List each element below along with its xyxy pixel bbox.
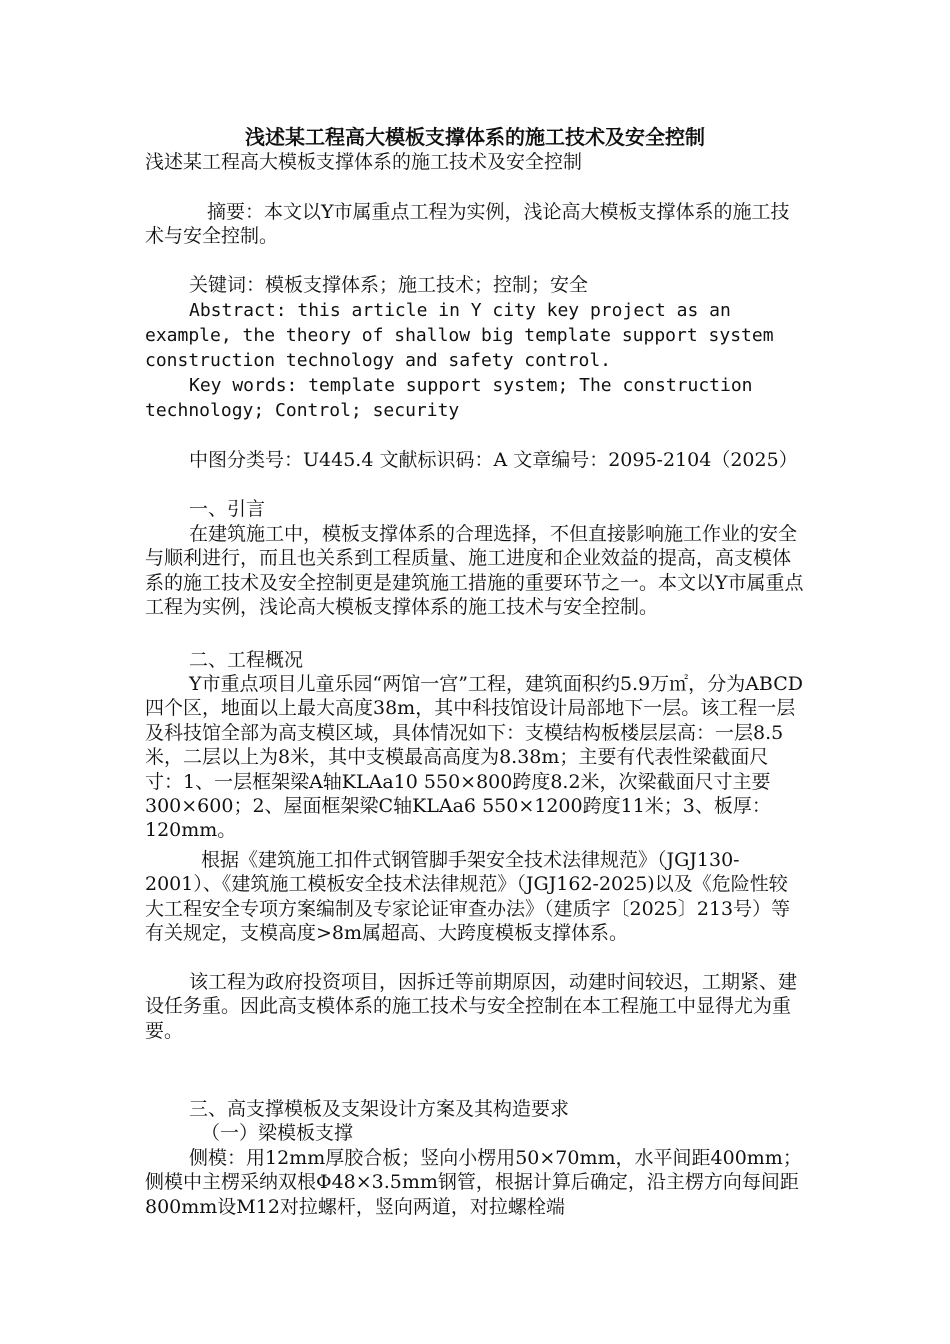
section-2-heading: 二、工程概况 xyxy=(189,649,304,671)
document-title: 浅述某工程高大模板支撑体系的施工技术及安全控制 xyxy=(245,125,705,149)
section-3-heading: 三、高支撑模板及支架设计方案及其构造要求 xyxy=(189,1098,570,1120)
abstract-en: Abstract: this article in Y city key project as an example, the theory of shallow big template support system construction technology and safety control. xyxy=(145,300,774,371)
section-3-paragraph-1: 侧模：用12mm厚胶合板；竖向小楞用50×70mm，水平间距400mm；侧模中主楞采纳双根Φ48×3.5mm钢管，根据计算后确定，沿主楞方向每间距800mm设M12对拉螺杆，竖向两道，对拉螺栓端 xyxy=(145,1147,802,1218)
section-2-paragraph-2: 根据《建筑施工扣件式钢管脚手架安全技术法律规范》（JGJ130-2001）、《建筑施工模板安全技术法律规范》（JGJ162-2025)以及《危险性较大工程安全专项方案编制及专家论证审查办法》（建质字〔2025〕213号）等有关规定，支模高度>8m属超高、大跨度模板支撑体系。 xyxy=(145,849,791,945)
section-2-paragraph-1: Y市重点项目儿童乐园“两馆一宫”工程，建筑面积约5.9万㎡，分为ABCD四个区，地面以上最大高度38m，其中科技馆设计局部地下一层。该工程一层及科技馆全部为高支模区域，具体情况如下：支模结构板楼层层高：一层8.5米，二层以上为8米，其中支模最高高度为8.38m；主要有代表性梁截面尺寸：1、一层框架梁A轴KLAa10 550×800跨度8.2米，次梁截面尺寸主要300×600；2、屋面框架梁C轴KLAa6 550×1200跨度11米；3、板厚：120mm。 xyxy=(145,673,803,842)
keywords-en: Key words: template support system; The construction technology; Control; security xyxy=(145,375,753,421)
section-3-subheading: （一）梁模板支撑 xyxy=(201,1122,354,1144)
abstract-cn: 摘要：本文以Y市属重点工程为实例，浅论高大模板支撑体系的施工技术与安全控制。 xyxy=(145,201,790,248)
keywords-cn: 关键词：模板支撑体系；施工技术；控制；安全 xyxy=(189,274,589,296)
section-2-paragraph-3: 该工程为政府投资项目，因拆迁等前期原因，动建时间较迟，工期紧、建设任务重。因此高支模体系的施工技术与安全控制在本工程施工中显得尤为重要。 xyxy=(145,971,798,1042)
section-1-heading: 一、引言 xyxy=(189,498,266,520)
classification-line: 中图分类号：U445.4 文献标识码：A 文章编号：2095-2104（2025） xyxy=(189,449,798,471)
document-subtitle: 浅述某工程高大模板支撑体系的施工技术及安全控制 xyxy=(145,151,583,173)
section-1-paragraph: 在建筑施工中，模板支撑体系的合理选择，不但直接影响施工作业的安全与顺利进行，而且也关系到工程质量、施工进度和企业效益的提高，高支模体系的施工技术及安全控制更是建筑施工措施的重要环节之一。本文以Y市属重点工程为实例，浅论高大模板支撑体系的施工技术与安全控制。 xyxy=(145,523,804,619)
